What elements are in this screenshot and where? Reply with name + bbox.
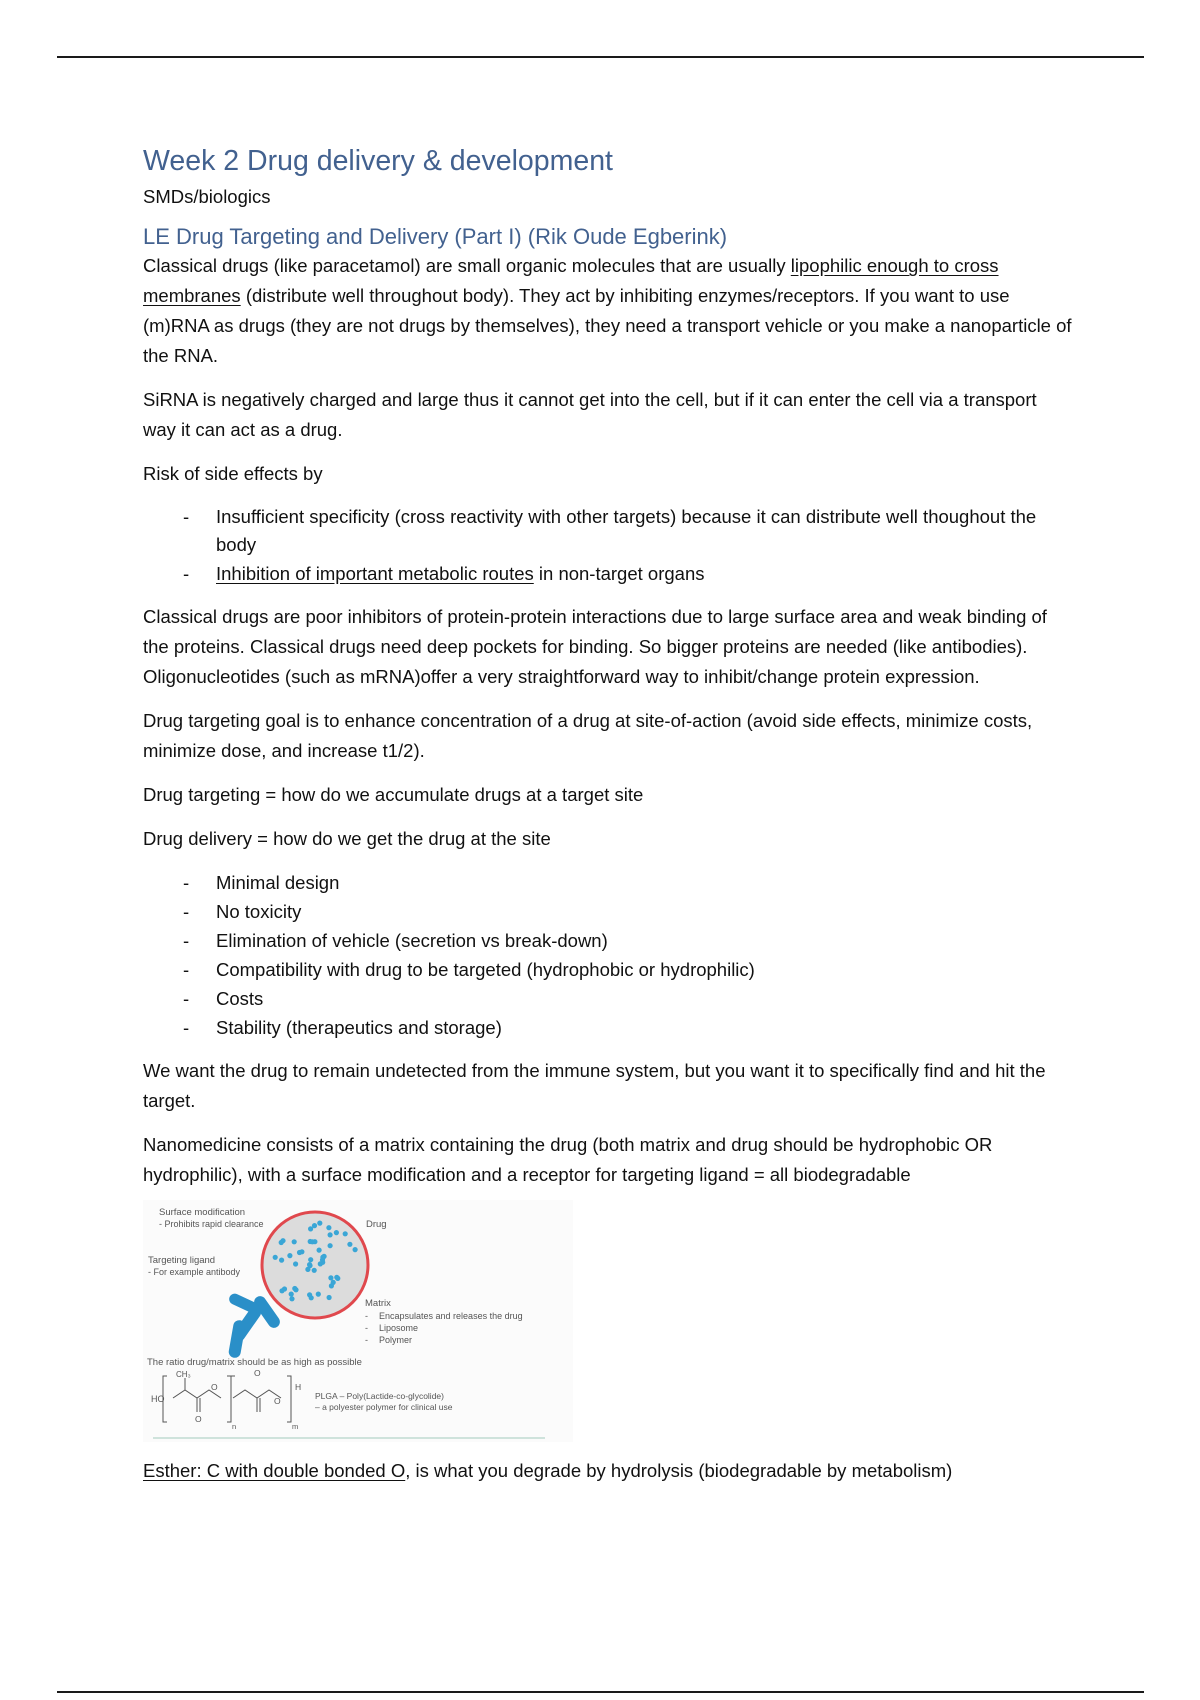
drug-dot	[334, 1230, 339, 1235]
drug-dot	[343, 1231, 348, 1236]
drug-dot	[289, 1292, 294, 1297]
paragraph-nanomedicine: Nanomedicine consists of a matrix containing the drug (both matrix and drug should be hydrophobic OR hydrophilic), with a surface modification and a receptor for targeting ligand = all biodegradable	[143, 1134, 993, 1186]
matrix-label: Matrix	[365, 1298, 391, 1310]
drug-dot	[310, 1239, 315, 1244]
ratio-note: The ratio drug/matrix should be as high as possible	[147, 1357, 362, 1369]
document-page	[143, 145, 1073, 1486]
chem-ch3: CH₃	[176, 1370, 191, 1380]
list-item: - Stability (therapeutics and storage)	[143, 1013, 1073, 1042]
drug-dot	[312, 1268, 317, 1273]
drug-dot	[328, 1243, 333, 1248]
list-item: - Minimal design	[143, 868, 1073, 897]
drug-dot	[327, 1295, 332, 1300]
matrix-bullet: -	[365, 1323, 368, 1334]
chem-o: O	[211, 1382, 218, 1393]
paragraph-classical-drugs: Classical drugs (like paracetamol) are small organic molecules that are usually lipophilic enough to cross membranes (distribute well throughout body). They act by inhibiting enzymes/receptors. If you want to use (m)RNA as drugs (they are not drugs by themselves), they need a transport vehicle or you make a nanoparticle of the RNA.	[143, 255, 1072, 367]
page-subtitle: SMDs/biologics	[143, 185, 271, 207]
drug-dot	[279, 1258, 284, 1263]
plga-sublabel: – a polyester polymer for clinical use	[315, 1402, 453, 1413]
drug-dot	[312, 1223, 317, 1228]
chem-h: H	[295, 1382, 302, 1393]
drug-dot	[328, 1275, 333, 1280]
chem-n: n	[232, 1422, 237, 1432]
list-item: - Elimination of vehicle (secretion vs break-down)	[143, 926, 1073, 955]
drug-dot	[347, 1242, 352, 1247]
bottom-rule	[57, 1691, 1144, 1693]
list-item: - No toxicity	[143, 897, 1073, 926]
underlined-phrase: Inhibition of important metabolic routes	[216, 563, 534, 585]
drug-dot	[279, 1288, 284, 1293]
targeting-ligand-sublabel: - For example antibody	[148, 1267, 241, 1278]
matrix-item-liposome: Liposome	[379, 1323, 419, 1334]
underlined-phrase: Esther: C with double bonded O	[143, 1460, 406, 1482]
section-heading: LE Drug Targeting and Delivery (Part I) (Rik Oude Egberink)	[143, 223, 728, 249]
drug-dot	[273, 1255, 278, 1260]
drug-dot	[287, 1253, 292, 1258]
drug-dot	[334, 1275, 339, 1280]
targeting-ligand-label: Targeting ligand	[148, 1255, 216, 1267]
list-item: - Insufficient specificity (cross reactivity with other targets) because it can distribute well thoughout the body	[143, 503, 1073, 559]
drug-dot	[307, 1262, 312, 1267]
paragraph-immune-system: We want the drug to remain undetected from the immune system, but you want it to specifically find and hit the target.	[143, 1060, 1046, 1112]
matrix-item-encapsulates: Encapsulates and releases the drug	[379, 1311, 523, 1322]
list-item: - Compatibility with drug to be targeted (hydrophobic or hydrophilic)	[143, 955, 1073, 984]
nanomedicine-figure	[143, 1200, 573, 1442]
delivery-list	[143, 868, 1073, 1042]
drug-dot	[280, 1238, 285, 1243]
nanomedicine-diagram	[143, 1200, 573, 1442]
top-rule	[57, 56, 1144, 58]
paragraph-sirna: SiRNA is negatively charged and large thus it cannot get into the cell, but if it can enter the cell via a transport way it can act as a drug.	[143, 389, 1037, 441]
drug-dot	[326, 1225, 331, 1230]
matrix-bullet: -	[365, 1335, 368, 1346]
page-title: Week 2 Drug delivery & development	[143, 145, 613, 177]
chem-m: m	[292, 1422, 299, 1432]
list-item: - Inhibition of important metabolic routes in non-target organs	[143, 559, 1073, 588]
matrix-item-polymer: Polymer	[379, 1335, 413, 1346]
chem-o: O	[195, 1414, 202, 1425]
plga-label: PLGA – Poly(Lactide-co-glycolide)	[315, 1391, 444, 1402]
paragraph-delivery-definition: Drug delivery = how do we get the drug at the site	[143, 828, 551, 850]
list-item: - Costs	[143, 984, 1073, 1013]
risk-list	[143, 503, 1073, 588]
drug-dot	[289, 1296, 294, 1301]
drug-dot	[309, 1295, 314, 1300]
drug-dot	[305, 1267, 310, 1272]
drug-dot	[316, 1292, 321, 1297]
drug-dot	[317, 1248, 322, 1253]
surface-modification-label: Surface modification	[159, 1207, 246, 1219]
underlined-phrase: lipophilic enough to cross membranes	[143, 255, 999, 307]
surface-modification-sublabel: - Prohibits rapid clearance	[159, 1219, 264, 1230]
paragraph-targeting-definition: Drug targeting = how do we accumulate drugs at a target site	[143, 784, 644, 806]
drug-dot	[292, 1239, 297, 1244]
drug-dot	[292, 1286, 297, 1291]
paragraph-targeting-goal: Drug targeting goal is to enhance concentration of a drug at site-of-action (avoid side effects, minimize costs, minimize dose, and increase t1/2).	[143, 710, 1033, 762]
paragraph-esther: Esther: C with double bonded O, is what you degrade by hydrolysis (biodegradable by metabolism)	[143, 1460, 953, 1482]
drug-dot	[297, 1250, 302, 1255]
drug-label: Drug	[366, 1219, 387, 1231]
chem-ho: HO	[151, 1394, 165, 1405]
drug-dot	[353, 1247, 358, 1252]
paragraph-protein-interactions: Classical drugs are poor inhibitors of protein-protein interactions due to large surface area and weak binding of the proteins. Classical drugs need deep pockets for binding. So bigger proteins are needed (like antibodies). Oligonucleotides (such as mRNA)offer a very straightforward way to inhibit/change protein expression.	[143, 606, 1047, 688]
drug-dot	[317, 1221, 322, 1226]
drug-dot	[320, 1260, 325, 1265]
drug-dot	[293, 1262, 298, 1267]
drug-dot	[331, 1280, 336, 1285]
chem-o: O	[254, 1368, 261, 1379]
drug-dot	[328, 1232, 333, 1237]
paragraph-risk-intro: Risk of side effects by	[143, 463, 323, 485]
matrix-bullet: -	[365, 1311, 368, 1322]
chem-o: O	[274, 1396, 281, 1407]
drug-dot	[308, 1257, 313, 1262]
